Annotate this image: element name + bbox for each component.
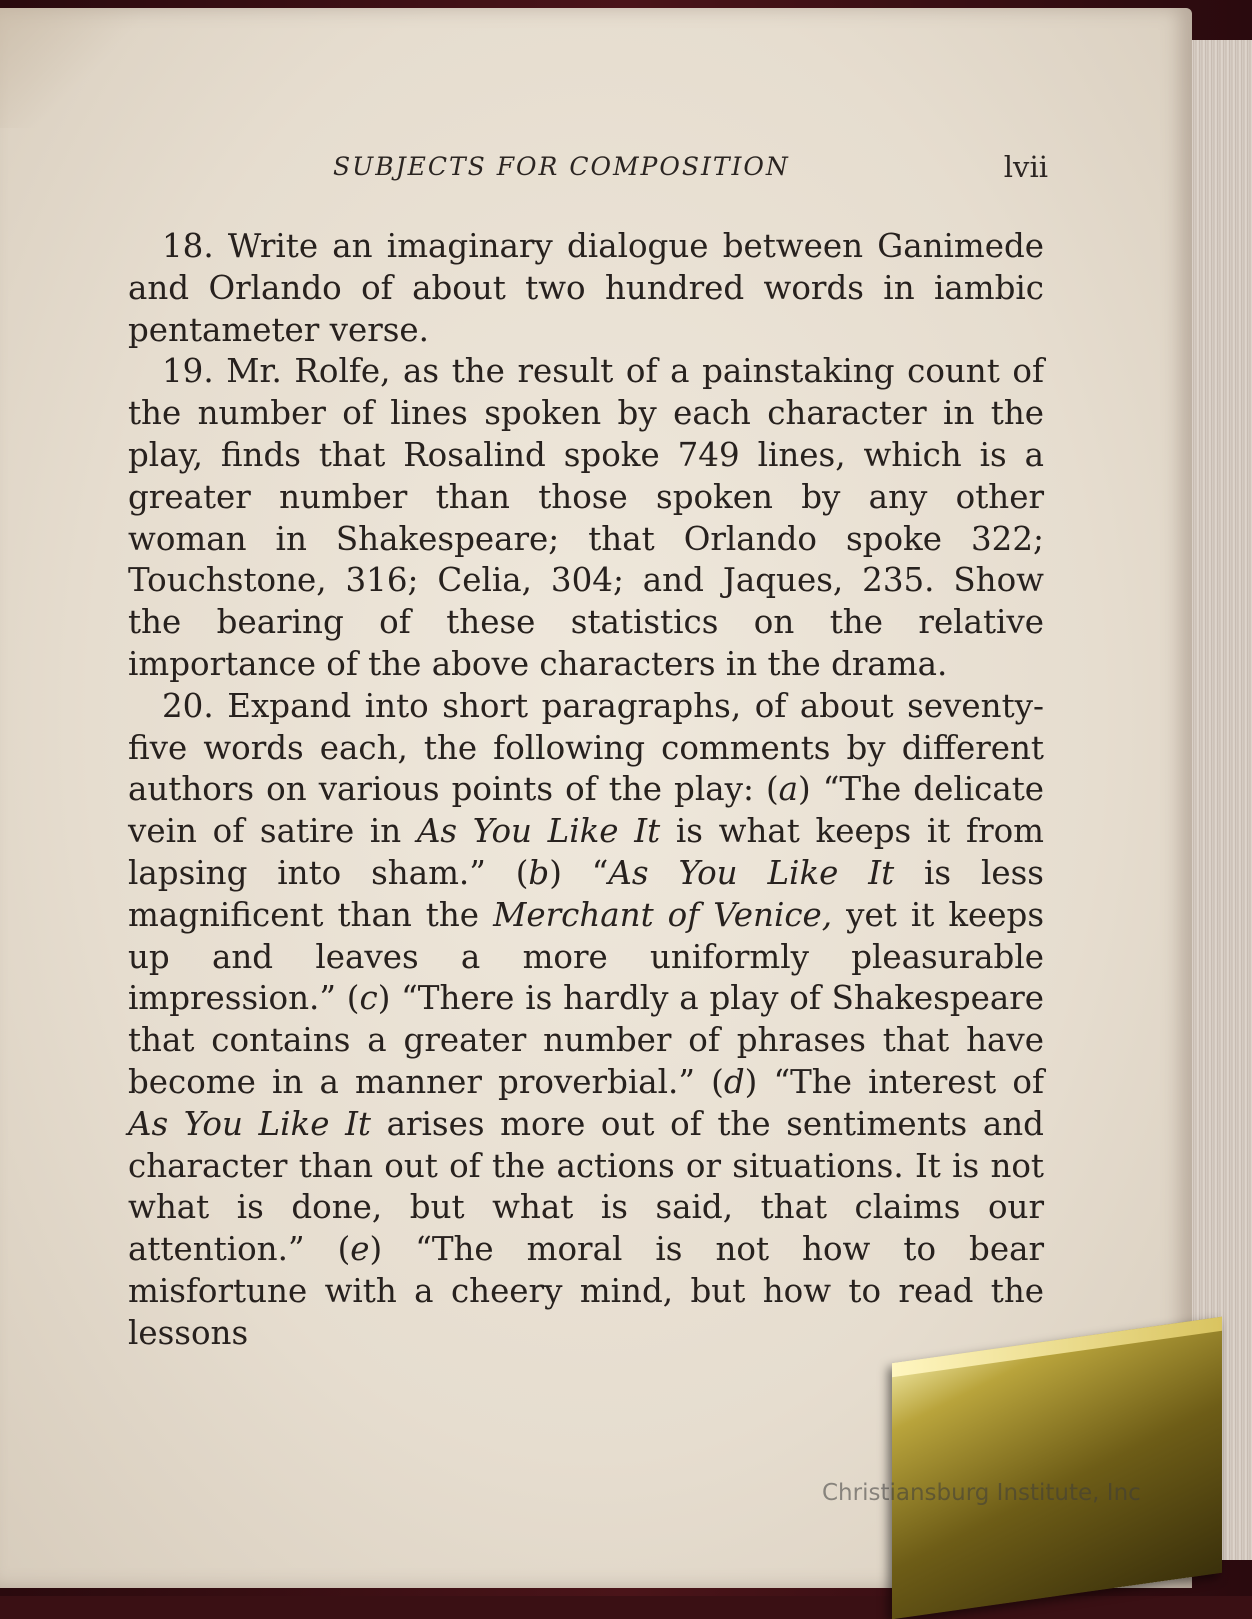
italic-text: e [350,1230,370,1269]
italic-text: d [723,1062,745,1101]
text-segment: ) “The moral is not how to bear misfortune with a cheery mind, but how to read the lessons [128,1230,1044,1352]
text-segment: ) “There is hardly a play of Shakespeare that contains a greater number of phrases that have become in a manner proverbial.” ( [128,979,1045,1101]
italic-text: As You Like It [128,1104,371,1143]
text-segment: 19. Mr. Rolfe, as the result of a painstaking count of the number of lines spoken by each character in the play, finds that Rosalind spoke 749 lines, which is a greater number than those spoken by any other woman in Shakespeare; that Orlando spoke 322; Touchstone, 316; Celia, 304; and Jaques, 235. Show the bearing of these statistics on the relative importance of the above characters in the drama. [128,352,1044,683]
text-segment: is what keeps it from lapsing into sham.” ( [128,812,1044,892]
page-number: lvii [1003,150,1048,184]
italic-text: As You Like It [608,853,895,892]
body-text [128,226,1044,1355]
watermark: Christiansburg Institute, Inc [822,1480,1141,1506]
text-segment: 20. Expand into short paragraphs, of about seventy-five words each, the following comments by different authors on various points of the play: ( [128,686,1044,809]
running-title: SUBJECTS FOR COMPOSITION [333,152,790,181]
italic-text: c [359,979,378,1018]
running-head [128,152,1048,192]
text-segment: ) “The delicate vein of satire in [128,770,1044,851]
italic-text: As You Like It [416,812,661,851]
text-segment: is less magnificent than the [128,853,1044,934]
italic-text: Merchant of Venice, [493,895,833,934]
page-corner-fold [0,8,140,128]
paragraph-3 [128,686,1044,1355]
italic-text: a [778,770,799,809]
text-segment: ) “ [549,853,609,892]
text-segment: ) “The interest of [744,1062,1045,1101]
paragraph-1 [128,226,1044,351]
italic-text: b [528,853,550,892]
text-segment: arises more out of the sentiments and character than out of the actions or situations. It is not what is done, but what is said, that claims our attention.” ( [128,1104,1044,1269]
text-segment: 18. Write an imaginary dialogue between Ganimede and Orlando of about two hundred words in iambic pentameter verse. [128,227,1044,349]
text-segment: yet it keeps up and leaves a more uniformly pleasurable impression.” ( [128,895,1044,1018]
paragraph-2 [128,351,1044,685]
